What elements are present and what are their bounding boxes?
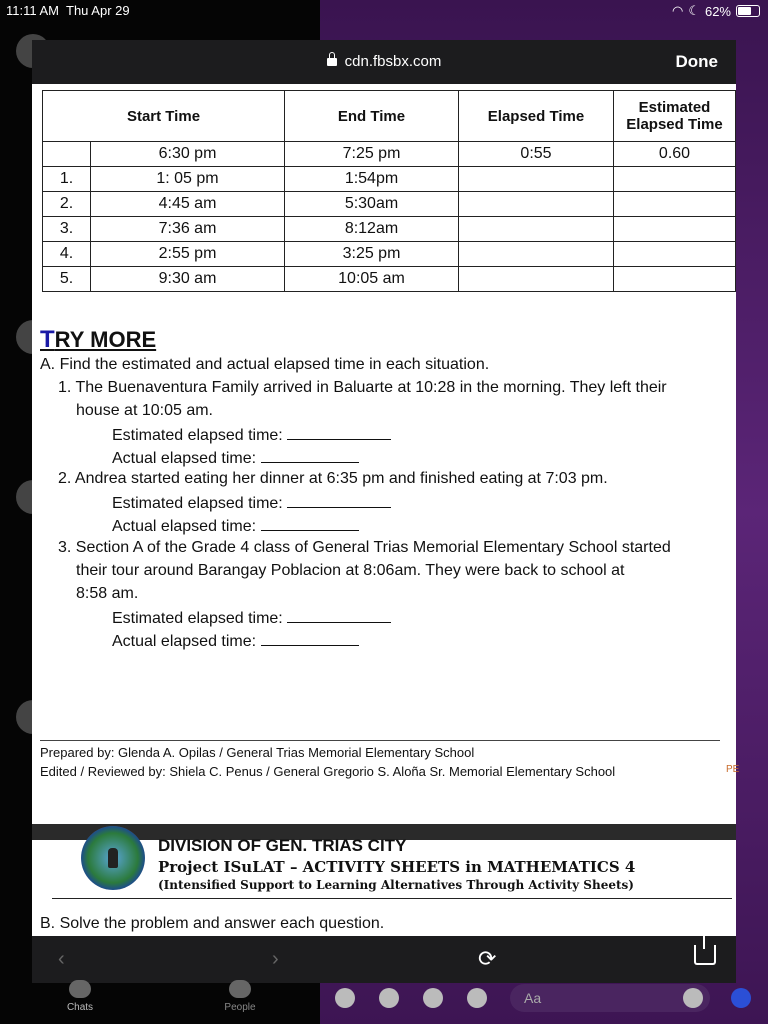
project-title: Project ISuLAT – ACTIVITY SHEETS in MATHEMATICS 4 bbox=[158, 858, 636, 876]
estimated-time bbox=[614, 167, 736, 192]
elapsed-time-table bbox=[42, 90, 736, 292]
row-number: 2. bbox=[43, 192, 91, 217]
col-header-estimated: Estimated Elapsed Time bbox=[614, 91, 736, 142]
lock-icon bbox=[327, 58, 337, 66]
url-bar[interactable] bbox=[32, 53, 736, 70]
table-row bbox=[43, 167, 736, 192]
row-number: 3. bbox=[43, 217, 91, 242]
chat-bubble-icon bbox=[69, 980, 91, 998]
moon-icon: ☾ bbox=[688, 3, 700, 18]
status-time: 11:11 AM bbox=[6, 3, 59, 18]
elapsed-time bbox=[459, 167, 614, 192]
browser-header bbox=[32, 40, 736, 84]
done-button[interactable]: Done bbox=[675, 52, 718, 71]
plus-icon[interactable] bbox=[335, 988, 355, 1008]
try-more-initial: T bbox=[40, 326, 55, 353]
edited-by: Edited / Reviewed by: Shiela C. Penus / General Gregorio S. Aloña Sr. Memorial Elementary School bbox=[40, 764, 616, 779]
browser-toolbar bbox=[32, 936, 736, 983]
document-view[interactable] bbox=[32, 84, 740, 936]
estimated-time bbox=[614, 217, 736, 242]
message-composer bbox=[335, 984, 765, 1012]
table-row bbox=[43, 267, 736, 292]
elapsed-time bbox=[459, 242, 614, 267]
prepared-by: Prepared by: Glenda A. Opilas / General Trias Memorial Elementary School bbox=[40, 745, 475, 760]
seal-figure bbox=[108, 848, 118, 868]
problem-1-line-2: house at 10:05 am. bbox=[76, 402, 213, 419]
answer-blank bbox=[261, 448, 359, 463]
start-time: 2:55 pm bbox=[91, 242, 285, 267]
start-time: 1: 05 pm bbox=[91, 167, 285, 192]
emoji-icon[interactable] bbox=[683, 988, 703, 1008]
estimated-answer-line: Estimated elapsed time: bbox=[112, 425, 391, 445]
col-header-elapsed: Elapsed Time bbox=[459, 91, 614, 142]
answer-blank bbox=[261, 631, 359, 646]
actual-answer-line: Actual elapsed time: bbox=[112, 516, 359, 536]
col-header-start: Start Time bbox=[43, 91, 285, 142]
page-label-fragment: PE bbox=[726, 764, 740, 775]
battery-icon bbox=[736, 5, 760, 17]
tab-people[interactable]: People bbox=[220, 980, 260, 1013]
answer-blank bbox=[261, 516, 359, 531]
start-time: 9:30 am bbox=[91, 267, 285, 292]
table-header-row bbox=[43, 91, 736, 142]
status-date: Thu Apr 29 bbox=[66, 3, 130, 18]
wifi-icon: ◠ bbox=[671, 3, 684, 18]
answer-blank bbox=[287, 493, 391, 508]
estimated-time: 0.60 bbox=[614, 142, 736, 167]
instruction-a: A. Find the estimated and actual elapsed time in each situation. bbox=[40, 356, 490, 373]
start-time: 6:30 pm bbox=[91, 142, 285, 167]
table-row-example bbox=[43, 142, 736, 167]
problem-3-line-3: 8:58 am. bbox=[76, 585, 139, 602]
elapsed-time bbox=[459, 217, 614, 242]
estimated-time bbox=[614, 267, 736, 292]
message-input[interactable]: Aa bbox=[510, 984, 710, 1012]
people-icon bbox=[229, 980, 251, 998]
tab-chats[interactable]: Chats bbox=[60, 980, 100, 1013]
end-time: 3:25 pm bbox=[285, 242, 459, 267]
estimated-time bbox=[614, 192, 736, 217]
row-number: 4. bbox=[43, 242, 91, 267]
start-time: 4:45 am bbox=[91, 192, 285, 217]
estimated-answer-line: Estimated elapsed time: bbox=[112, 608, 391, 628]
end-time: 1:54pm bbox=[285, 167, 459, 192]
table-row bbox=[43, 192, 736, 217]
heart-icon[interactable] bbox=[731, 988, 751, 1008]
elapsed-time bbox=[459, 192, 614, 217]
division-seal-logo bbox=[81, 826, 145, 890]
problem-2-line-1: 2. Andrea started eating her dinner at 6:35 pm and finished eating at 7:03 pm. bbox=[58, 470, 608, 487]
problem-3-line-1: 3. Section A of the Grade 4 class of General Trias Memorial Elementary School started bbox=[58, 539, 671, 556]
header-divider bbox=[52, 898, 732, 899]
forward-icon[interactable]: › bbox=[272, 948, 279, 970]
table-row bbox=[43, 242, 736, 267]
in-app-browser bbox=[32, 40, 740, 983]
estimated-time bbox=[614, 242, 736, 267]
row-number: 5. bbox=[43, 267, 91, 292]
answer-blank bbox=[287, 425, 391, 440]
division-title: DIVISION OF GEN. TRIAS CITY bbox=[158, 836, 407, 855]
problem-3-line-2: their tour around Barangay Poblacion at 8:06am. They were back to school at bbox=[76, 562, 625, 579]
project-subtitle: (Intensified Support to Learning Alternatives Through Activity Sheets) bbox=[158, 878, 634, 892]
end-time: 10:05 am bbox=[285, 267, 459, 292]
status-right bbox=[672, 3, 760, 19]
elapsed-time: 0:55 bbox=[459, 142, 614, 167]
start-time: 7:36 am bbox=[91, 217, 285, 242]
row-number bbox=[43, 142, 91, 167]
reload-icon[interactable]: ⟳ bbox=[478, 946, 497, 971]
actual-answer-line: Actual elapsed time: bbox=[112, 631, 359, 651]
gallery-icon[interactable] bbox=[423, 988, 443, 1008]
share-icon[interactable] bbox=[694, 945, 716, 965]
end-time: 8:12am bbox=[285, 217, 459, 242]
table-row bbox=[43, 217, 736, 242]
status-bar bbox=[0, 0, 768, 22]
actual-answer-line: Actual elapsed time: bbox=[112, 448, 359, 468]
end-time: 5:30am bbox=[285, 192, 459, 217]
elapsed-time bbox=[459, 267, 614, 292]
try-more-rest: RY MORE bbox=[54, 327, 157, 352]
end-time: 7:25 pm bbox=[285, 142, 459, 167]
back-icon[interactable]: ‹ bbox=[58, 948, 65, 970]
try-more-heading bbox=[40, 326, 156, 354]
microphone-icon[interactable] bbox=[467, 988, 487, 1008]
answer-blank bbox=[287, 608, 391, 623]
col-header-end: End Time bbox=[285, 91, 459, 142]
footer-divider bbox=[40, 740, 720, 741]
row-number: 1. bbox=[43, 167, 91, 192]
url-text: cdn.fbsbx.com bbox=[344, 53, 442, 70]
estimated-answer-line: Estimated elapsed time: bbox=[112, 493, 391, 513]
battery-percent: 62% bbox=[704, 3, 731, 19]
instruction-b: B. Solve the problem and answer each question. bbox=[40, 915, 385, 932]
problem-1-line-1: 1. The Buenaventura Family arrived in Baluarte at 10:28 in the morning. They left their bbox=[58, 379, 667, 396]
camera-icon[interactable] bbox=[379, 988, 399, 1008]
